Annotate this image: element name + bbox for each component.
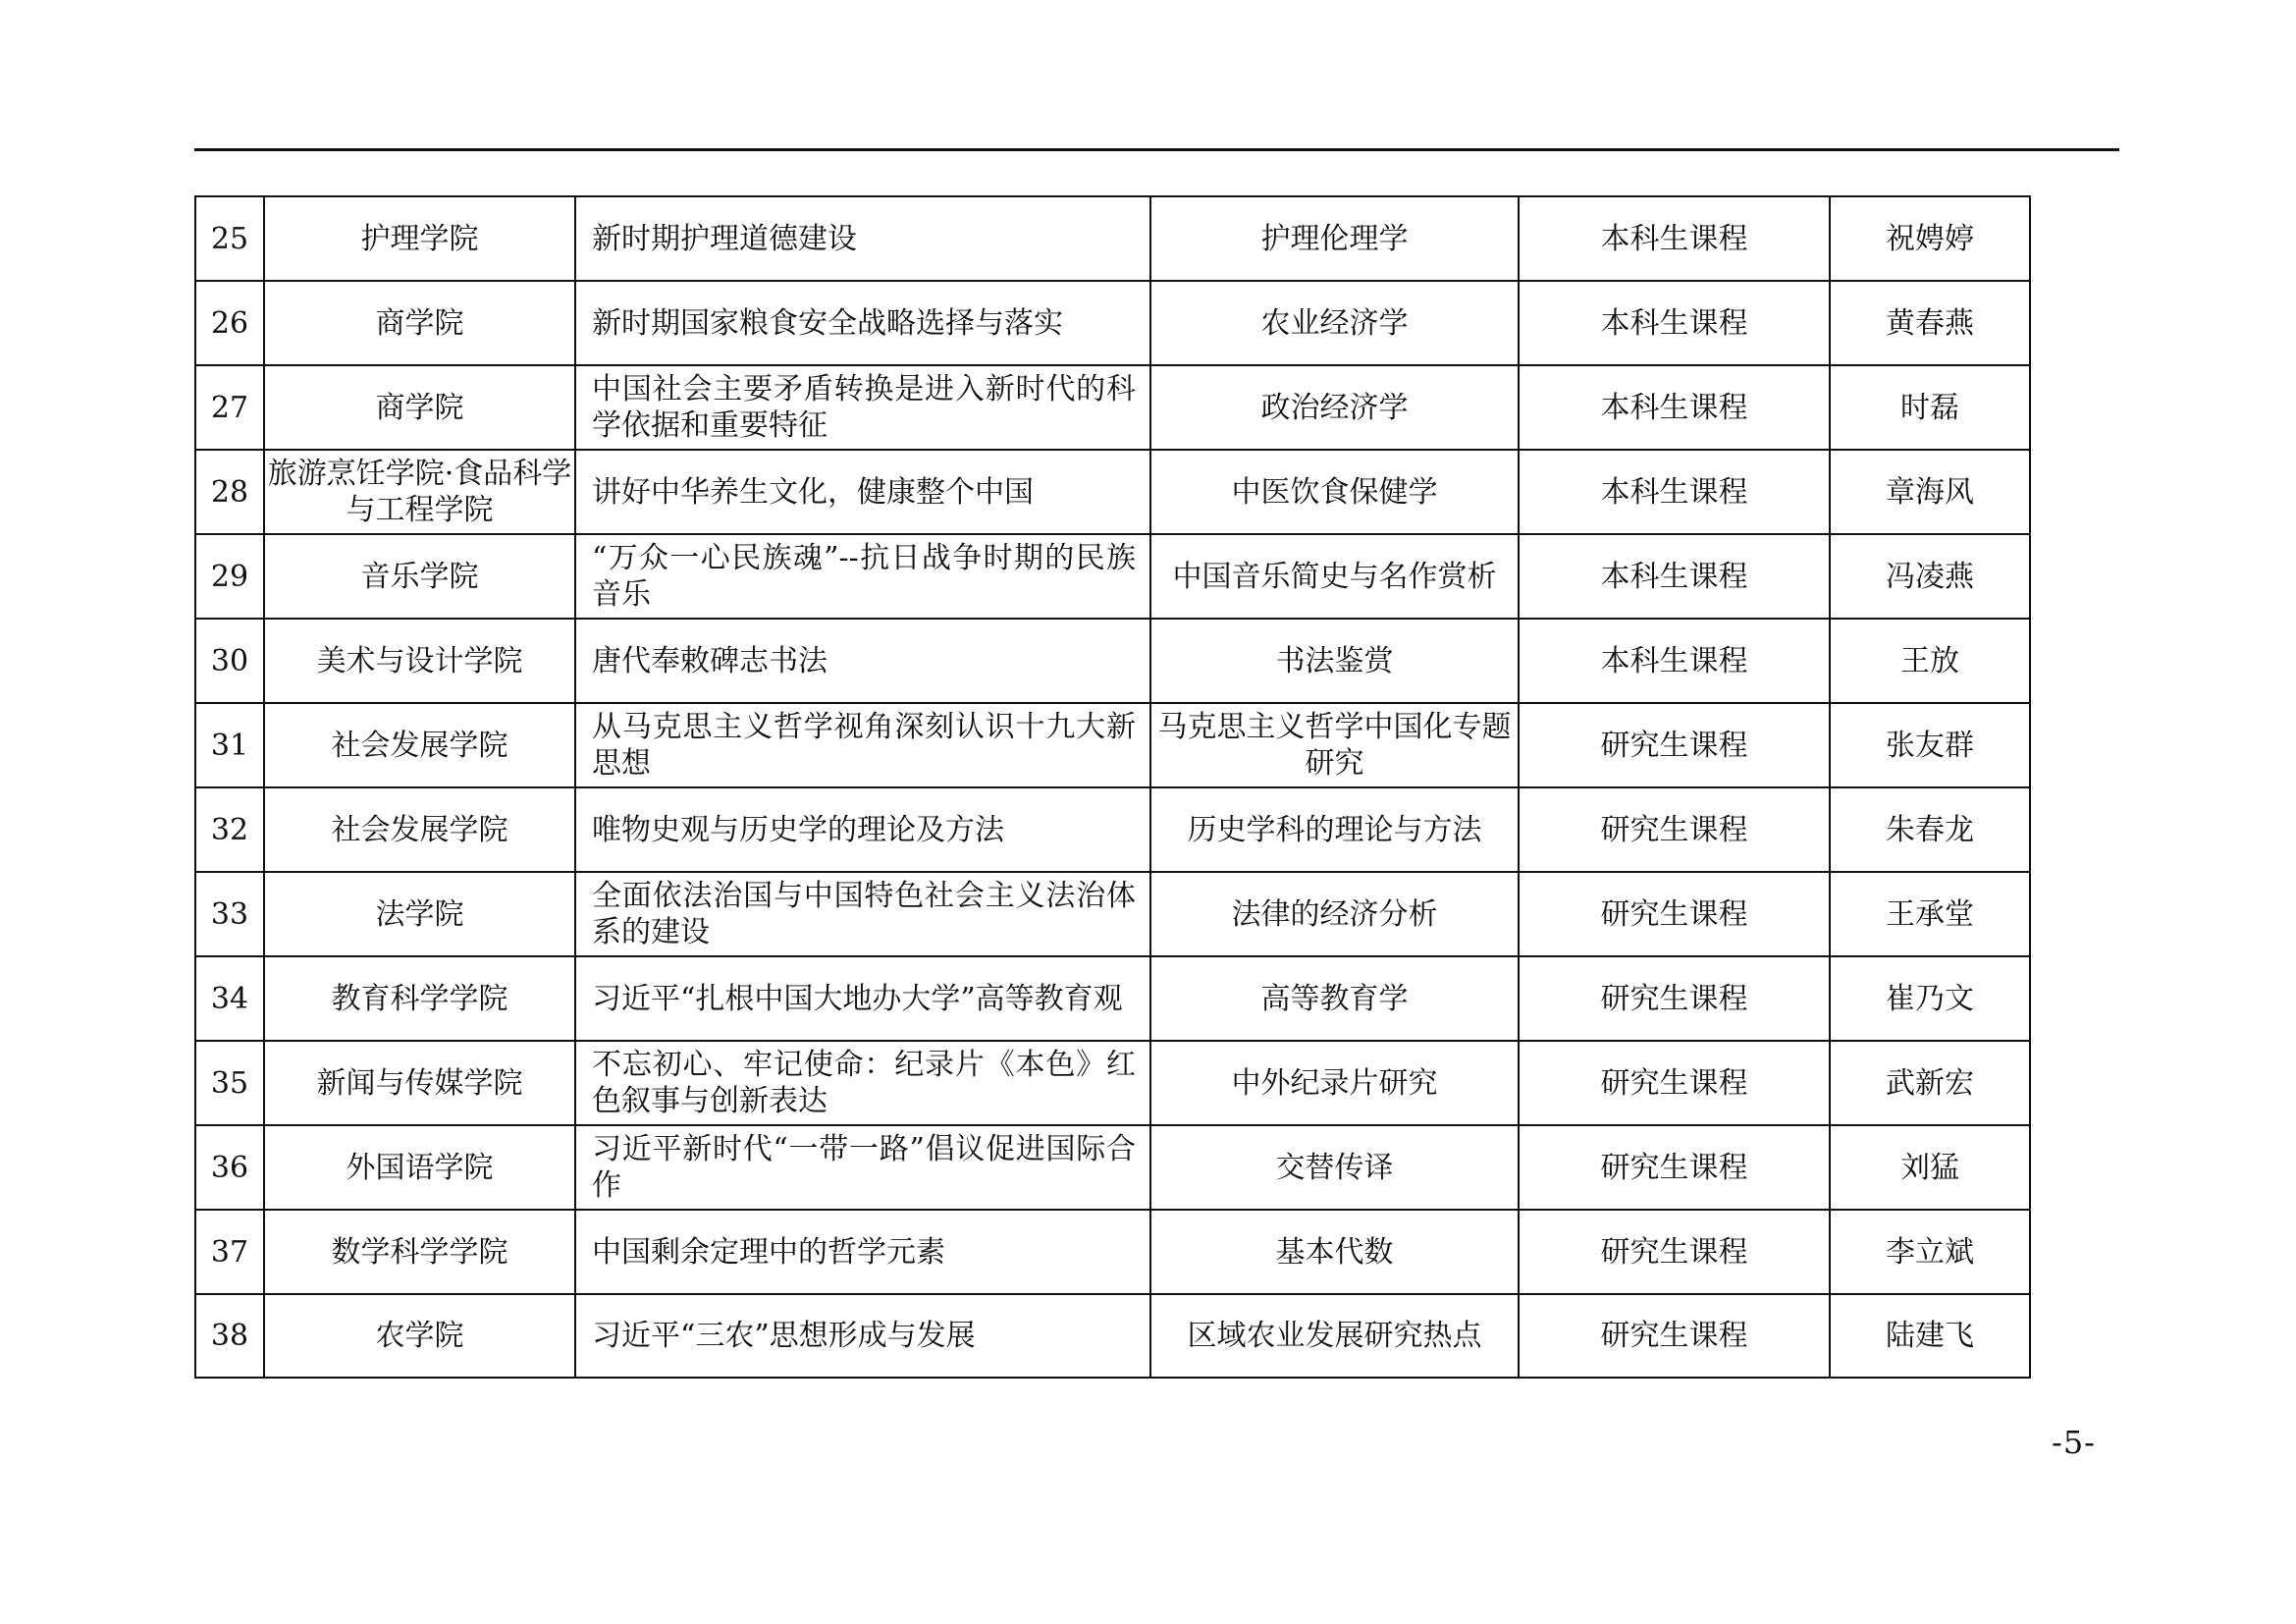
cell-course: 法律的经济分析 (1150, 872, 1519, 956)
cell-course-type: 本科生课程 (1519, 450, 1830, 534)
cell-school: 社会发展学院 (264, 703, 575, 787)
cell-school: 新闻与传媒学院 (264, 1041, 575, 1125)
cell-course: 基本代数 (1150, 1210, 1519, 1294)
cell-course-type: 研究生课程 (1519, 1210, 1830, 1294)
cell-teacher: 朱春龙 (1830, 787, 2030, 872)
cell-course-type: 本科生课程 (1519, 534, 1830, 619)
cell-school: 美术与设计学院 (264, 619, 575, 703)
cell-teacher: 章海风 (1830, 450, 2030, 534)
cell-teacher: 王放 (1830, 619, 2030, 703)
cell-number: 28 (195, 450, 264, 534)
cell-teacher: 张友群 (1830, 703, 2030, 787)
cell-school: 旅游烹饪学院·食品科学与工程学院 (264, 450, 575, 534)
table-row (195, 1294, 2030, 1378)
cell-topic: 习近平新时代“一带一路”倡议促进国际合作 (575, 1125, 1150, 1210)
table-row (195, 872, 2030, 956)
cell-course-type: 研究生课程 (1519, 956, 1830, 1041)
table-row (195, 1041, 2030, 1125)
cell-course-type: 研究生课程 (1519, 703, 1830, 787)
cell-topic: 新时期国家粮食安全战略选择与落实 (575, 281, 1150, 365)
table-row (195, 619, 2030, 703)
cell-course-type: 研究生课程 (1519, 1294, 1830, 1378)
cell-school: 外国语学院 (264, 1125, 575, 1210)
cell-number: 37 (195, 1210, 264, 1294)
cell-number: 35 (195, 1041, 264, 1125)
cell-school: 教育科学学院 (264, 956, 575, 1041)
page-number: -5- (2052, 1424, 2096, 1461)
cell-teacher: 李立斌 (1830, 1210, 2030, 1294)
cell-school: 音乐学院 (264, 534, 575, 619)
cell-course: 历史学科的理论与方法 (1150, 787, 1519, 872)
cell-course: 交替传译 (1150, 1125, 1519, 1210)
cell-course: 马克思主义哲学中国化专题研究 (1150, 703, 1519, 787)
cell-topic: 唯物史观与历史学的理论及方法 (575, 787, 1150, 872)
cell-teacher: 祝娉婷 (1830, 196, 2030, 281)
cell-course-type: 本科生课程 (1519, 619, 1830, 703)
cell-school: 法学院 (264, 872, 575, 956)
cell-topic: 习近平“三农”思想形成与发展 (575, 1294, 1150, 1378)
table-row (195, 787, 2030, 872)
cell-teacher: 崔乃文 (1830, 956, 2030, 1041)
cell-number: 25 (195, 196, 264, 281)
table-row (195, 365, 2030, 450)
cell-course: 区域农业发展研究热点 (1150, 1294, 1519, 1378)
cell-topic: 讲好中华养生文化，健康整个中国 (575, 450, 1150, 534)
cell-course-type: 本科生课程 (1519, 281, 1830, 365)
course-table (194, 195, 2031, 1379)
cell-topic: 唐代奉敕碑志书法 (575, 619, 1150, 703)
table-row (195, 703, 2030, 787)
cell-course: 政治经济学 (1150, 365, 1519, 450)
cell-topic: “万众一心民族魂”--抗日战争时期的民族音乐 (575, 534, 1150, 619)
cell-number: 34 (195, 956, 264, 1041)
cell-course-type: 研究生课程 (1519, 1041, 1830, 1125)
table-row (195, 534, 2030, 619)
cell-teacher: 时磊 (1830, 365, 2030, 450)
cell-course: 高等教育学 (1150, 956, 1519, 1041)
cell-course-type: 本科生课程 (1519, 365, 1830, 450)
cell-course: 书法鉴赏 (1150, 619, 1519, 703)
table-row (195, 281, 2030, 365)
cell-course-type: 研究生课程 (1519, 787, 1830, 872)
cell-course-type: 本科生课程 (1519, 196, 1830, 281)
cell-topic: 不忘初心、牢记使命：纪录片《本色》红色叙事与创新表达 (575, 1041, 1150, 1125)
cell-topic: 新时期护理道德建设 (575, 196, 1150, 281)
cell-school: 数学科学学院 (264, 1210, 575, 1294)
cell-course: 护理伦理学 (1150, 196, 1519, 281)
cell-course-type: 研究生课程 (1519, 872, 1830, 956)
cell-course-type: 研究生课程 (1519, 1125, 1830, 1210)
cell-school: 农学院 (264, 1294, 575, 1378)
cell-number: 27 (195, 365, 264, 450)
cell-topic: 习近平“扎根中国大地办大学”高等教育观 (575, 956, 1150, 1041)
cell-number: 36 (195, 1125, 264, 1210)
cell-school: 商学院 (264, 281, 575, 365)
cell-school: 护理学院 (264, 196, 575, 281)
table-row (195, 1125, 2030, 1210)
cell-topic: 中国剩余定理中的哲学元素 (575, 1210, 1150, 1294)
table-row (195, 196, 2030, 281)
cell-teacher: 黄春燕 (1830, 281, 2030, 365)
cell-number: 29 (195, 534, 264, 619)
cell-course: 中外纪录片研究 (1150, 1041, 1519, 1125)
cell-teacher: 冯凌燕 (1830, 534, 2030, 619)
table-row (195, 956, 2030, 1041)
cell-number: 33 (195, 872, 264, 956)
cell-topic: 全面依法治国与中国特色社会主义法治体系的建设 (575, 872, 1150, 956)
cell-course: 农业经济学 (1150, 281, 1519, 365)
cell-number: 30 (195, 619, 264, 703)
cell-teacher: 刘猛 (1830, 1125, 2030, 1210)
cell-course: 中医饮食保健学 (1150, 450, 1519, 534)
cell-teacher: 陆建飞 (1830, 1294, 2030, 1378)
cell-number: 38 (195, 1294, 264, 1378)
table-row (195, 1210, 2030, 1294)
cell-teacher: 武新宏 (1830, 1041, 2030, 1125)
cell-topic: 中国社会主要矛盾转换是进入新时代的科学依据和重要特征 (575, 365, 1150, 450)
cell-school: 商学院 (264, 365, 575, 450)
table-row (195, 450, 2030, 534)
cell-school: 社会发展学院 (264, 787, 575, 872)
cell-number: 32 (195, 787, 264, 872)
cell-number: 26 (195, 281, 264, 365)
course-table-body (195, 196, 2030, 1378)
cell-course: 中国音乐简史与名作赏析 (1150, 534, 1519, 619)
cell-topic: 从马克思主义哲学视角深刻认识十九大新思想 (575, 703, 1150, 787)
cell-number: 31 (195, 703, 264, 787)
cell-teacher: 王承堂 (1830, 872, 2030, 956)
header-rule (194, 148, 2119, 151)
